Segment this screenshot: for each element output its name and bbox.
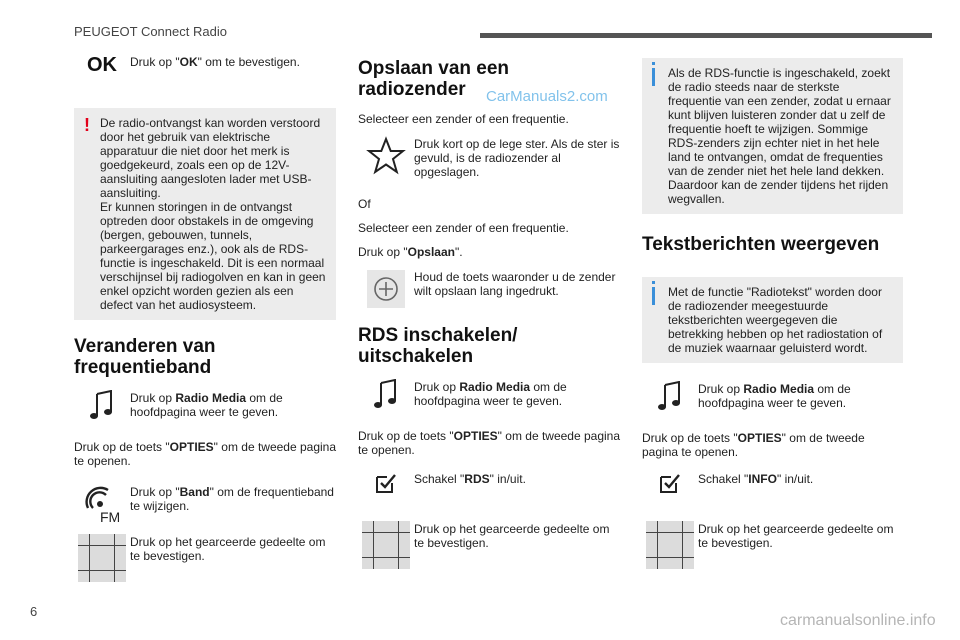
opties-paragraph-3: Druk op de toets "OPTIES" om de tweede pagina te openen.: [642, 431, 865, 459]
select-station-paragraph-2: Selecteer een zender of een frequentie.: [358, 221, 569, 235]
radio-media-step-2-text: Druk op Radio Media om de hoofdpagina weer te geven.: [414, 380, 567, 408]
heading-rds: RDS inschakelen/ uitschakelen: [358, 325, 518, 367]
band-step: [74, 484, 336, 524]
ok-step: [74, 54, 336, 94]
info-icon: [652, 68, 655, 86]
warning-text: De radio-ontvangst kan worden verstoord door het gebruik van elektrische apparatuur die niet door het merk is goedgekeurd, zoals een op de 12V-aansluiting aangesloten lader met USB-aansluiting. Er kunnen storingen in de ontvangst optreden door obstakels in de omgeving (bergen, gebouwen, tunnels, parkeergarages enz.), ook als de RDS-functie is ingeschakeld. Dit is een normaal verschijnsel bij radiogolven en kan in geen enkel opzicht worden gezien als een defect van het audiosysteem.: [100, 116, 326, 312]
grid-step-2: [358, 521, 620, 571]
star-step: [358, 136, 620, 179]
radiotext-info-text: Met de functie "Radiotekst" worden door de radiozender meegestuurde tekstberichten weergegeven die betrekking hebben op het radiostation of de muziek waarnaar geluisterd wordt.: [668, 285, 883, 355]
or-text: Of: [358, 197, 371, 211]
rds-info-note: [642, 58, 903, 214]
rds-step: [358, 471, 620, 511]
star-step-text: Druk kort op de lege ster. Als de ster is gevuld, is de radiozender al opgeslagen.: [414, 137, 620, 179]
footer-watermark: carmanualsonline.info: [780, 612, 936, 629]
info-step-text: Schakel "INFO" in/uit.: [698, 472, 814, 486]
header-bar: [480, 33, 932, 38]
opties-paragraph: Druk op de toets "OPTIES" om de tweede pagina te openen.: [74, 440, 337, 468]
music-note-icon: [74, 390, 130, 430]
radio-media-step-text: Druk op Radio Media om de hoofdpagina weer te geven.: [130, 391, 283, 419]
music-note-icon: [358, 379, 414, 419]
plus-step: [358, 269, 620, 309]
heading-save-station: Opslaan van een radiozender: [358, 58, 510, 100]
star-icon: [358, 136, 414, 176]
opties-paragraph-2: Druk op de toets "OPTIES" om de tweede pagina te openen.: [358, 429, 621, 457]
warning-note: [74, 108, 336, 320]
radiotext-info-note: [642, 277, 903, 363]
column-2: [358, 54, 620, 581]
music-note-icon: [642, 381, 698, 421]
grid-step-text: Druk op het gearceerde gedeelte om te bevestigen.: [130, 535, 326, 563]
grid-step-2-text: Druk op het gearceerde gedeelte om te bevestigen.: [414, 522, 610, 550]
save-paragraph: Druk op "Opslaan".: [358, 245, 463, 259]
ok-icon: OK: [87, 54, 117, 76]
grid-step-3: [642, 521, 903, 571]
heading-frequency-band: Veranderen van frequentieband: [74, 336, 216, 378]
radio-media-step-3-text: Druk op Radio Media om de hoofdpagina weer te geven.: [698, 382, 851, 410]
checkbox-icon: [642, 471, 698, 511]
grid-step: [74, 534, 336, 584]
hatched-area-icon: [358, 521, 414, 571]
select-station-paragraph: Selecteer een zender of een frequentie.: [358, 112, 569, 126]
column-1: [74, 54, 336, 594]
heading-text-messages: Tekstberichten weergeven: [642, 234, 880, 255]
svg-text:FM: FM: [100, 509, 121, 524]
radio-media-step-2: [358, 379, 620, 419]
rds-info-text: Als de RDS-functie is ingeschakeld, zoekt de radio steeds naar de sterkste frequentie van een zender, zodat u ernaar kunt blijven luisteren zonder dat u zelf de frequentie hoeft te wijzigen. Sommige RDS-zenders zijn echter niet in het hele land te ontvangen, omdat de frequenties van de zender niet het hele land dekken. Daardoor kan de zender tijdens het rijden wegvallen.: [668, 66, 891, 206]
fm-radio-icon: [74, 484, 130, 524]
checkbox-icon: [358, 471, 414, 511]
page-number: 6: [30, 604, 38, 619]
hatched-area-icon: [74, 534, 130, 584]
rds-step-text: Schakel "RDS" in/uit.: [414, 472, 526, 486]
watermark: CarManuals2.com: [486, 88, 608, 105]
running-header: PEUGEOT Connect Radio: [74, 24, 227, 39]
ok-step-text: Druk op "OK" om te bevestigen.: [130, 55, 300, 69]
plus-step-text: Houd de toets waaronder u de zender wilt opslaan lang ingedrukt.: [414, 270, 616, 298]
hatched-area-icon: [642, 521, 698, 571]
radio-media-step-3: [642, 381, 903, 421]
column-3: [642, 54, 903, 581]
info-step: [642, 471, 903, 511]
add-preset-icon: [358, 269, 414, 309]
radio-media-step: [74, 390, 336, 430]
band-step-text: Druk op "Band" om de frequentieband te wijzigen.: [130, 485, 334, 513]
exclamation-icon: !: [84, 115, 90, 135]
info-icon: [652, 287, 655, 305]
grid-step-3-text: Druk op het gearceerde gedeelte om te bevestigen.: [698, 522, 894, 550]
